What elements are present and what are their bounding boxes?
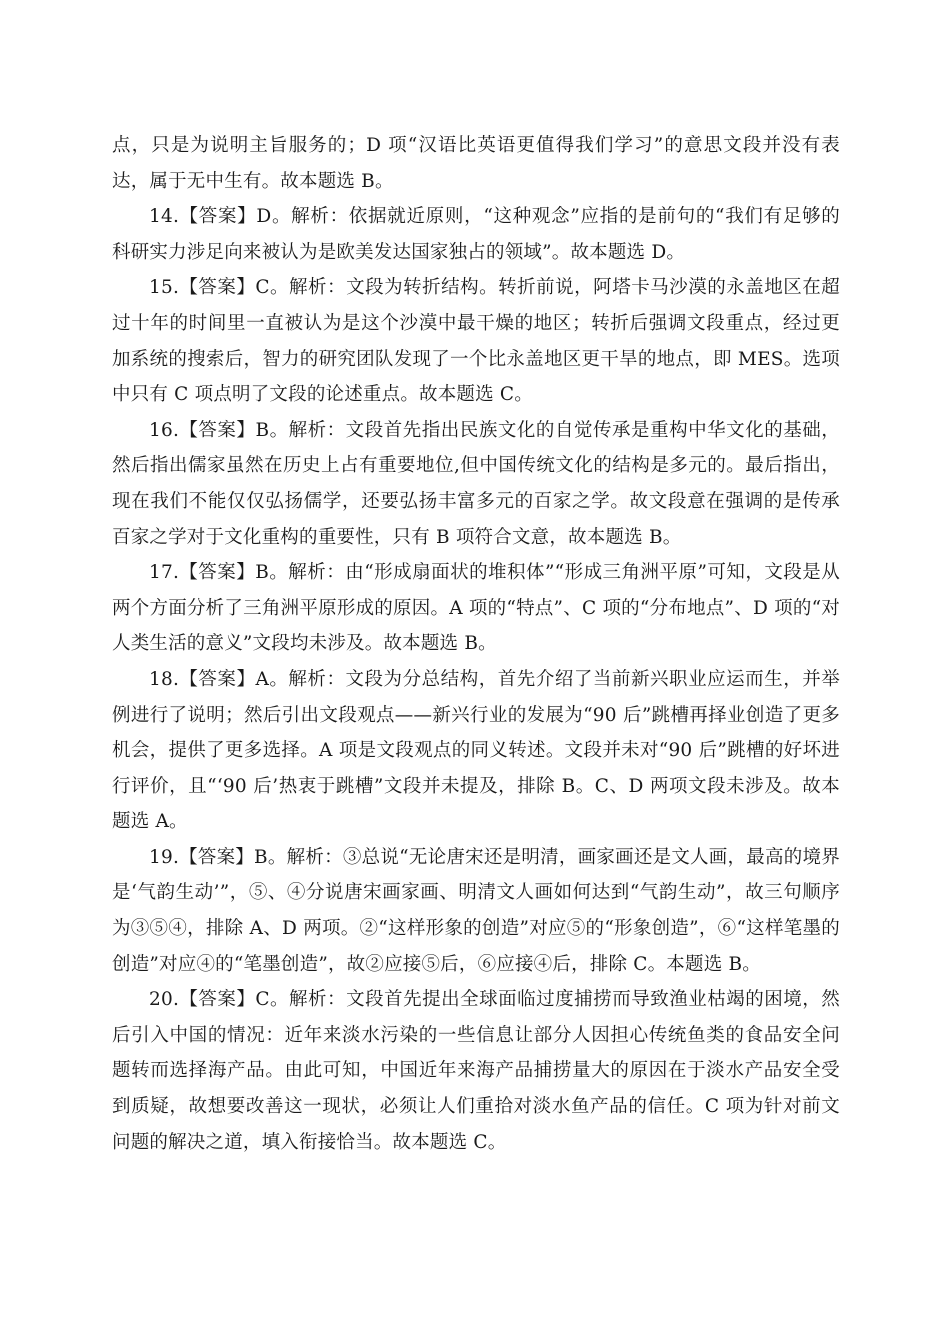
paragraph-q14-answer: 14.【答案】D。解析：依据就近原则，“这种观念”应指的是前句的“我们有足够的科研实力涉足向来被认为是欧美发达国家独占的领域”。故本题选 D。 xyxy=(112,206,840,263)
document-page xyxy=(112,128,840,1160)
paragraph-q17-answer: 17.【答案】B。解析：由“形成扇面状的堆积体”“形成三角洲平原”可知，文段是从两个方面分析了三角洲平原形成的原因。A 项的“特点”、C 项的“分布地点”、D 项的“对人类生活的意义”文段均未涉及。故本题选 B。 xyxy=(112,562,840,655)
paragraph-q15-answer: 15.【答案】C。解析：文段为转折结构。转折前说，阿塔卡马沙漠的永盖地区在超过十年的时间里一直被认为是这个沙漠中最干燥的地区；转折后强调文段重点，经过更加系统的搜索后，智力的研究团队发现了一个比永盖地区更干旱的地点，即 MES。选项中只有 C 项点明了文段的论述重点。故本题选 C。 xyxy=(112,277,840,406)
paragraph-q16-answer: 16.【答案】B。解析：文段首先指出民族文化的自觉传承是重构中华文化的基础，然后指出儒家虽然在历史上占有重要地位,但中国传统文化的结构是多元的。最后指出，现在我们不能仅仅弘扬儒学，还要弘扬丰富多元的百家之学。故文段意在强调的是传承百家之学对于文化重构的重要性，只有 B 项符合文意，故本题选 B。 xyxy=(112,419,840,548)
paragraph-q18-answer: 18.【答案】A。解析：文段为分总结构，首先介绍了当前新兴职业应运而生，并举例进行了说明；然后引出文段观点——新兴行业的发展为“90 后”跳槽再择业创造了更多机会，提供了更多选择。A 项是文段观点的同义转述。文段并未对“90 后”跳槽的好坏进行评价，且“‘90 后’热衷于跳槽”文段并未提及，排除 B。C、D 两项文段未涉及。故本题选 A。 xyxy=(112,668,840,833)
paragraph-q13-continued: 点，只是为说明主旨服务的；D 项“汉语比英语更值得我们学习”的意思文段并没有表达，属于无中生有。故本题选 B。 xyxy=(112,135,840,192)
paragraph-q20-answer: 20.【答案】C。解析：文段首先提出全球面临过度捕捞而导致渔业枯竭的困境，然后引入中国的情况：近年来淡水污染的一些信息让部分人因担心传统鱼类的食品安全问题转而选择海产品。由此可知，中国近年来海产品捕捞量大的原因在于淡水产品安全受到质疑，故想要改善这一现状，必须让人们重拾对淡水鱼产品的信任。C 项为针对前文问题的解决之道，填入衔接恰当。故本题选 C。 xyxy=(112,989,840,1153)
paragraph-q19-answer: 19.【答案】B。解析：③总说“无论唐宋还是明清，画家画还是文人画，最高的境界是‘气韵生动’”，⑤、④分说唐宋画家画、明清文人画如何达到“气韵生动”，故三句顺序为③⑤④，排除 A、D 两项。②“这样形象的创造”对应⑤的“形象创造”，⑥“这样笔墨的创造”对应④的“笔墨创造”，故②应接⑤后，⑥应接④后，排除 C。本题选 B。 xyxy=(112,846,840,975)
